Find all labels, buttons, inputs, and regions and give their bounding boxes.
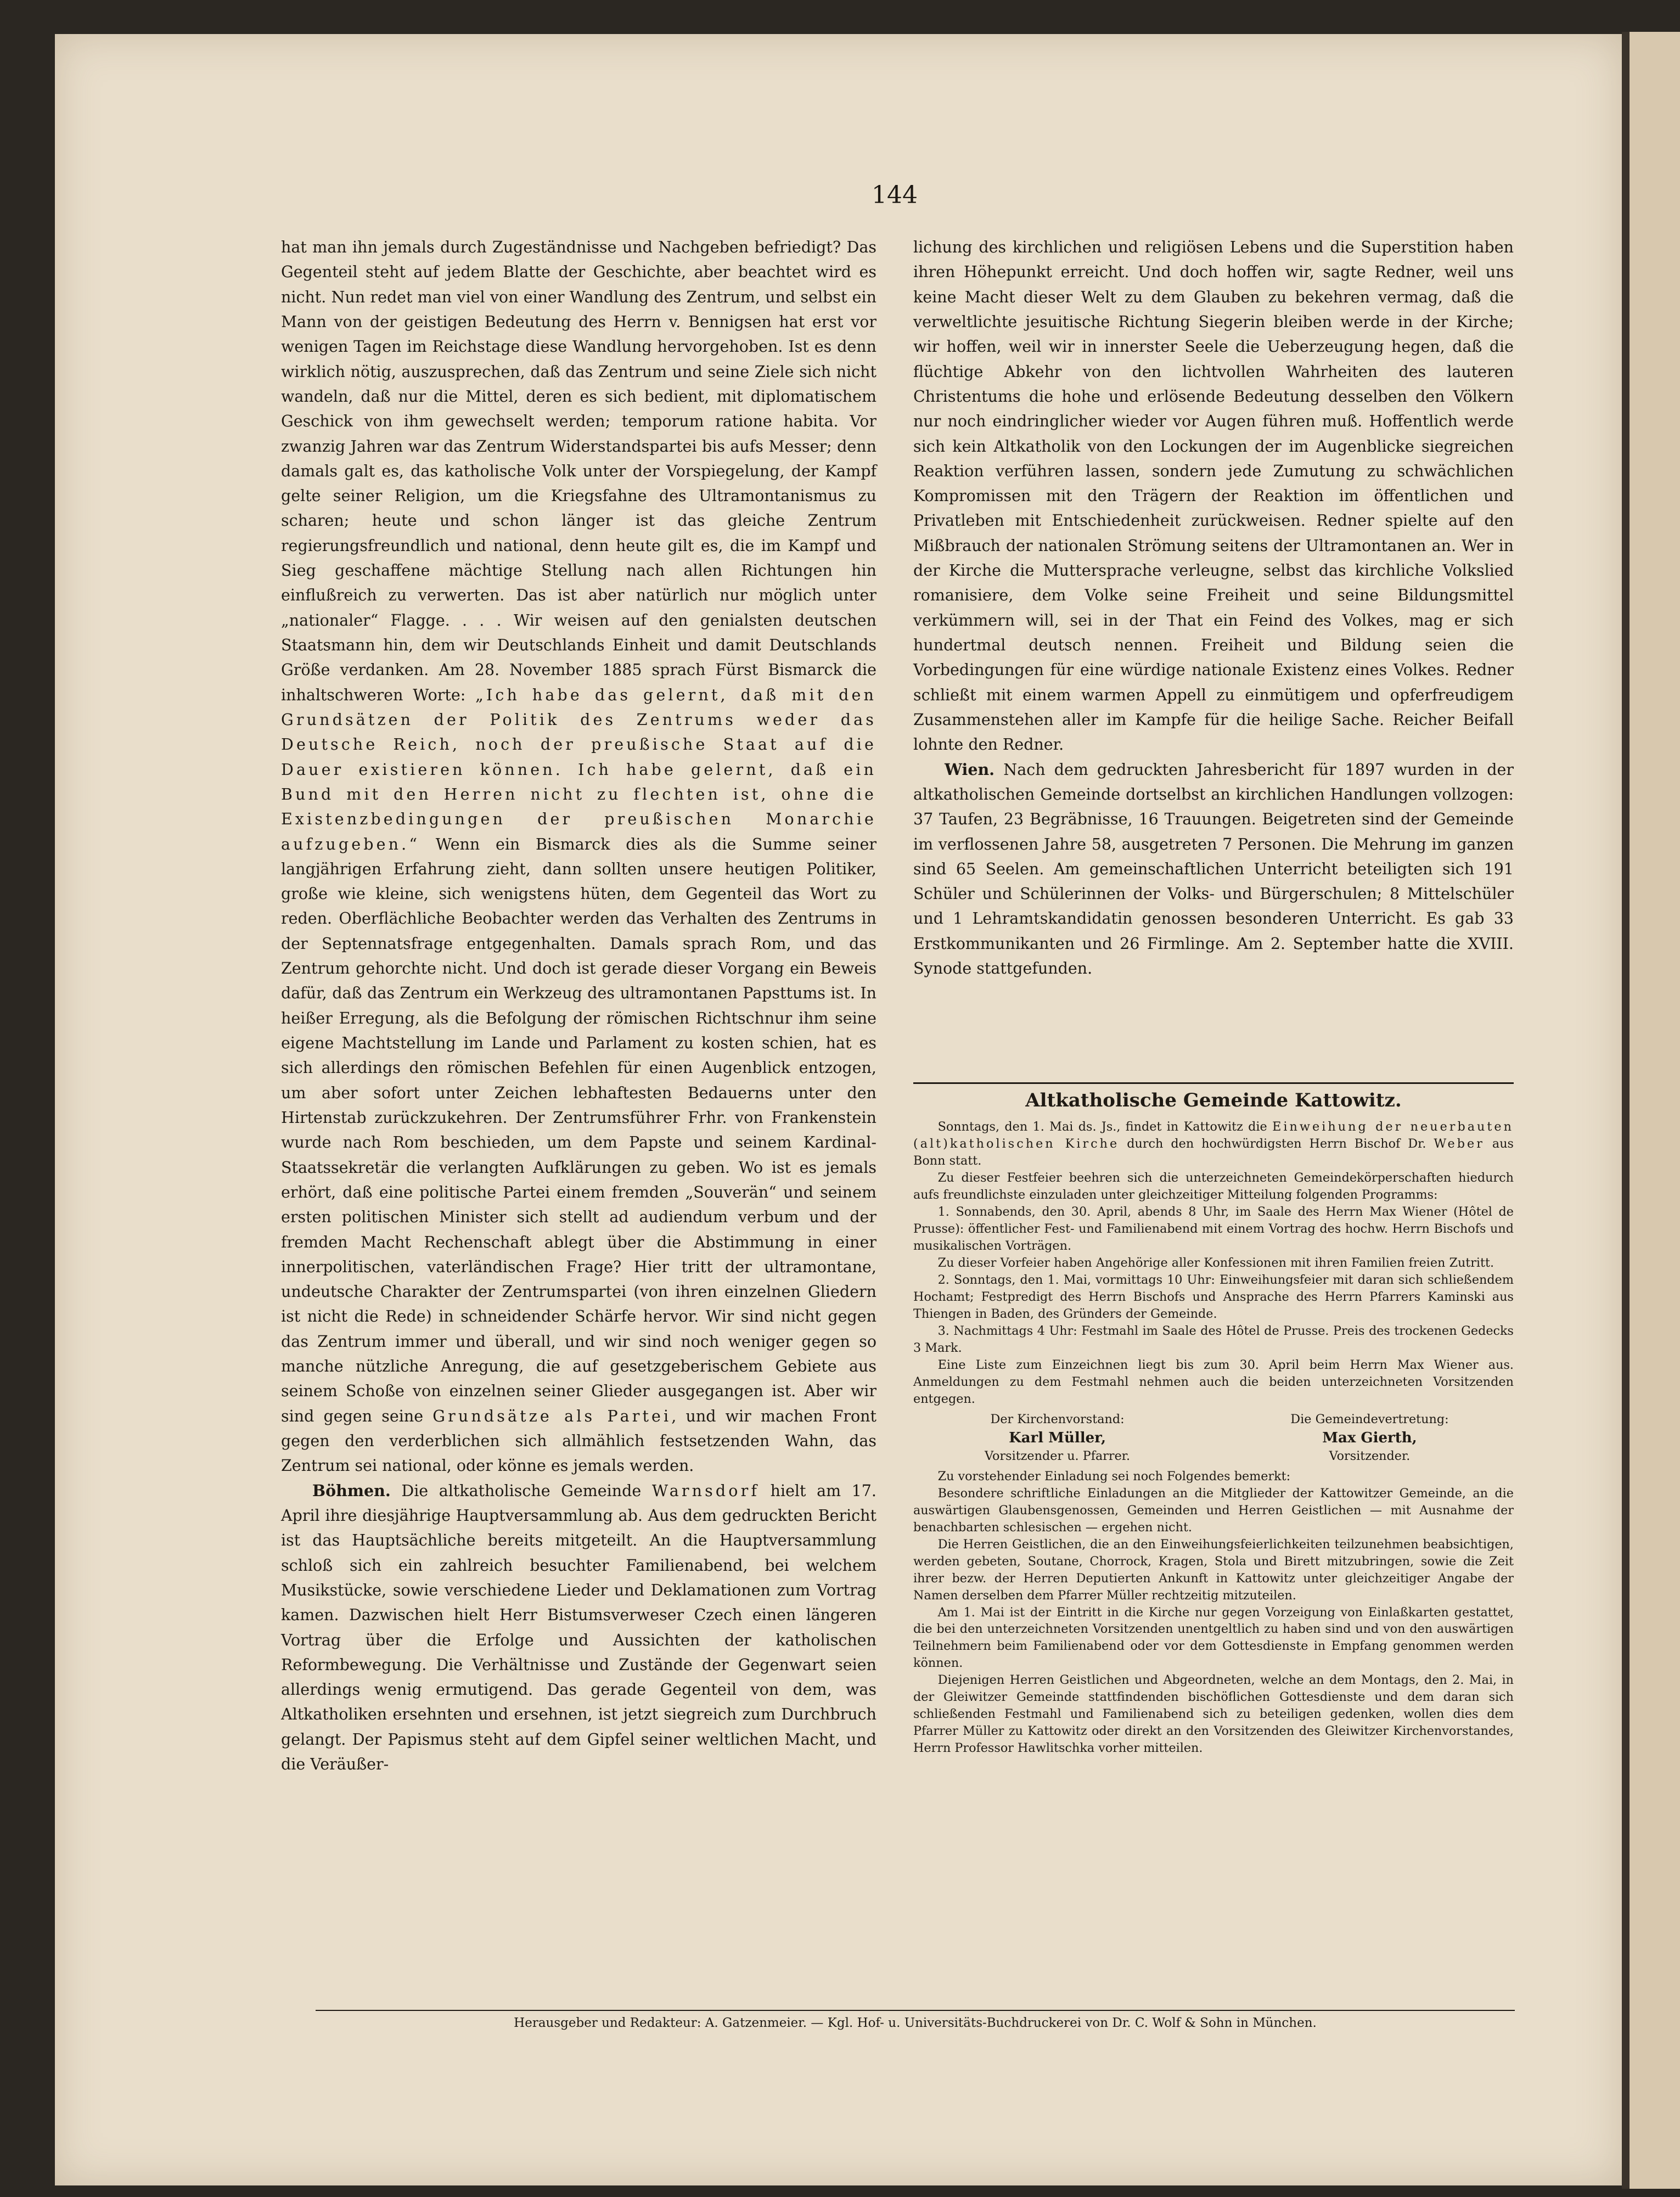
imprint-footer: Herausgeber und Redakteur: A. Gatzenmeier. — Kgl. Hof- u. Universitäts-Buchdruckerei von Dr. C. Wolf & Sohn in München. bbox=[514, 2016, 1317, 2030]
sig-right-label: Die Gemeindevertretung: bbox=[1290, 1412, 1449, 1426]
text-zentrum-essay: hat man ihn jemals durch Zugeständnisse und Nachgeben befriedigt? Das Gegenteil steht auf jedem Blatte der Geschichte, aber beachtet wird es nicht. Nun redet man viel von einer Wandlung des Zentrum, und selbst ein Mann von der geistigen Bedeutung des Herrn v. Bennigsen hat erst vor wenigen Tagen im Reichstage diese Wandlung hervorgehoben. Ist es denn wirklich nötig, auszusprechen, daß das Zentrum und seine Ziele sich nicht wandeln, daß nur die Mittel, deren es sich bedient, mit diplomatischem Geschick von ihm gewechselt werden; temporum ratione habita. Vor zwanzig Jahren war das Zentrum Widerstandspartei bis aufs Messer; denn damals galt es, das katholische Volk unter der Vorspiegelung, der Kampf gelte seiner Religion, um die Kriegsfahne des Ultramontanismus zu scharen; heute und schon länger ist das gleiche Zentrum regierungsfreundlich und national, denn heute gilt es, die im Kampf und Sieg geschaffene mächtige Stellung nach allen Richtungen hin einflußreich zu verwerten. Das ist aber natürlich nur möglich unter „nationaler“ Flagge. . . . Wir weisen auf den genialsten deutschen Staatsmann hin, dem wir Deutschlands Einheit und damit Deutschlands Größe verdanken. Am 28. November 1885 sprach Fürst Bismarck die inhaltschweren Worte: bbox=[281, 238, 876, 704]
section-divider bbox=[913, 1082, 1514, 1084]
program-item-3: 3. Nachmittags 4 Uhr: Festmahl im Saale des Hôtel de Prusse. Preis des trockenen Gedecks 3 Mark. bbox=[913, 1323, 1514, 1355]
announcement-invite: Zu dieser Festfeier beehren sich die unterzeichneten Gemeindekörperschaften hiedurch aufs freundlichste einzuladen unter gleichzeitiger Mitteilung folgenden Programms: bbox=[913, 1170, 1514, 1202]
notes-intro: Zu vorstehender Einladung sei noch Folgendes bemerkt: bbox=[937, 1469, 1291, 1484]
next-page-edge bbox=[1629, 32, 1680, 2189]
text-zentrum-essay-end: , und wir machen Front gegen den verderblichen sich allmählich festsetzenden Wahn, das Zentrum sei national, oder könne es jemals werden. bbox=[281, 1407, 876, 1475]
boehmen-text-a: Die altkatholische Gemeinde bbox=[401, 1481, 642, 1500]
program-item-2: 2. Sonntags, den 1. Mai, vormittags 10 Uhr: Einweihungsfeier mit daran sich schließendem Hochamt; Festpredigt des Herrn Bischofs und Ansprache des Herrn Pfarrers Kaminski aus Thiengen in Baden, des Gründers der Gemeinde. bbox=[913, 1272, 1514, 1321]
left-column bbox=[281, 235, 876, 1777]
note-4: Diejenigen Herren Geistlichen und Abgeordneten, welche an dem Montags, den 2. Mai, in der Gleiwitzer Gemeinde stattfindenden bischöflichen Gottesdienste und dem daran sich schließenden Festmahl und Familienabend sich zu beteiligen gedenken, wollen dies dem Pfarrer Müller zu Kattowitz oder direkt an den Vorsitzenden des Gleiwitzer Kirchenvorstandes, Herrn Professor Hawlitschka vorher mitteilen. bbox=[913, 1673, 1514, 1756]
bismarck-quote: „Ich habe das gelernt, daß mit den Grundsätzen der Politik des Zentrums weder das Deutsche Reich, noch der preußische Staat auf die Dauer existieren können. Ich habe gelernt, daß ein Bund mit den Herren nicht zu flechten ist, ohne die Existenzbedingungen der preußischen Monarchie aufzugeben.“ bbox=[281, 685, 876, 853]
intro-text-a: Sonntags, den 1. Mai ds. Js., findet in Kattowitz die bbox=[937, 1119, 1267, 1134]
footer-divider bbox=[316, 2010, 1515, 2011]
left-paragraph bbox=[281, 235, 876, 1479]
program-item-1b: Zu dieser Vorfeier haben Angehörige aller Konfessionen mit ihren Familien freien Zutritt. bbox=[937, 1255, 1494, 1270]
sig-left-role: Vorsitzender u. Pfarrer. bbox=[985, 1448, 1131, 1463]
signatures bbox=[913, 1411, 1514, 1465]
wien-heading: Wien. bbox=[945, 760, 995, 779]
page-fold-shadow bbox=[1622, 32, 1630, 2189]
boehmen-paragraph bbox=[281, 1479, 876, 1777]
intro-text-b: Einweihung der neuerbauten (alt)katholischen Kirche bbox=[913, 1119, 1514, 1151]
note-2: Die Herren Geistlichen, die an den Einweihungsfeierlichkeiten teilzunehmen beabsichtigen, werden gebeten, Soutane, Chorrock, Kragen, Stola und Birett mitzubringen, sowie die Zeit ihrer bezw. der Herren Deputierten Ankunft in Kattowitz unter gleichzeitiger Angabe der Namen derselben dem Pfarrer Müller rechtzeitig mitzuteilen. bbox=[913, 1537, 1514, 1603]
note-1: Besondere schriftliche Einladungen an die Mitglieder der Kattowitzer Gemeinde, an die auswärtigen Glaubensgenossen, Gemeinden und Herren Geistlichen — mit Ausnahme der benachbarten schlesischen — ergehen nicht. bbox=[913, 1486, 1514, 1535]
program-item-1: 1. Sonnabends, den 30. April, abends 8 Uhr, im Saale des Herrn Max Wiener (Hôtel de Prusse): öffentlicher Fest- und Familienabend mit einem Vortrag des hochw. Herrn Bischofs und musikalischen Vorträgen. bbox=[913, 1204, 1514, 1253]
intro-text-d: aus Bonn statt. bbox=[913, 1136, 1514, 1168]
boehmen-text-b: hielt am 17. April ihre diesjährige Hauptversammlung ab. Aus dem gedruckten Bericht ist das Hauptsächliche bereits mitgeteilt. An die Hauptversammlung schloß sich ein zahlreich besuchter Familienabend, bei welchem Musikstücke, sowie verschiedene Lieder und Deklamationen zum Vortrag kamen. Dazwischen hielt Herr Bistumsverweser Czech einen längeren Vortrag über die Erfolge und Aussichten der katholischen Reformbewegung. Die Verhältnisse und Zustände der Gegenwart seien allerdings wenig ermutigend. Das gerade Gegenteil von dem, was Altkatholiken ersehnten und ersehnen, ist jetzt siegreich zum Durchbruch gelangt. Der Papismus steht auf dem Gipfel seiner weltlichen Macht, und die Veräußer- bbox=[281, 1481, 876, 1774]
intro-text-c: durch den hochwürdigsten Herrn Bischof Dr. bbox=[1127, 1136, 1426, 1151]
right-paragraph: lichung des kirchlichen und religiösen Lebens und die Superstition haben ihren Höhepunkt erreicht. Und doch hoffen wir, sagte Redner, weil uns keine Macht dieser Welt zu dem Glauben zu bekehren vermag, daß die verweltlichte jesuitische Richtung Siegerin bleiben werde in der Kirche; wir hoffen, weil wir in innerster Seele die Ueberzeugung hegen, daß die flüchtige Abkehr von den lichtvollen Wahrheiten des lauteren Christentums die hohe und erlösende Bedeutung desselben den Völkern nur noch eindringlicher wieder vor Augen führen muß. Hoffentlich werde sich kein Altkatholik von den Lockungen der im Augenblicke siegreichen Reaktion verführen lassen, sondern jede Zumutung zu schwächlichen Kompromissen mit den Trägern der Reaktion im öffentlichen und Privatleben mit Entschiedenheit zurückweisen. Redner spielte auf den Mißbrauch der nationalen Strömung seitens der Ultramontanen an. Wer in der Kirche die Muttersprache verleugne, selbst das kirchliche Volkslied romanisiere, dem Volke seine Freiheit und seine Bildungsmittel verkümmern will, sei in der That ein Feind des Volkes, mag er sich hundertmal deutsch nennen. Freiheit und Bildung seien die Vorbedingungen für eine würdige nationale Existenz eines Volkes. Redner schließt mit einem warmen Appell zu einmütigem und opferfreudigem Zusammenstehen aller im Kampfe für die heilige Sache. Reicher Beifall lohnte den Redner. bbox=[913, 238, 1514, 754]
intro-weber: Weber bbox=[1434, 1136, 1485, 1151]
warnsdorf-name: Warnsdorf bbox=[651, 1481, 760, 1500]
page-number: 144 bbox=[872, 181, 918, 209]
kattowitz-announcement bbox=[913, 1089, 1514, 1757]
text-zentrum-essay-cont: Wenn ein Bismarck dies als die Summe seiner langjährigen Erfahrung zieht, dann sollten unsere heutigen Politiker, große wie kleine, sich wenigstens hüten, dem Gegenteil das Wort zu reden. Oberflächliche Beobachter werden das Verhalten des Zentrums in der Septennatsfrage entgegenhalten. Damals sprach Rom, und das Zentrum gehorchte nicht. Und doch ist gerade dieser Vorgang ein Beweis dafür, daß das Zentrum ein Werkzeug des ultramontanen Papsttums ist. In heißer Erregung, als die Befolgung der römischen Richtschnur ihm seine eigene Machtstellung im Lande und Parlament zu kosten schien, hat es sich allerdings den römischen Befehlen für einen Augenblick entzogen, um aber sofort unter Zeichen lebhaftesten Bedauerns unter den Hirtenstab zurückzukehren. Der Zentrumsführer Frhr. von Frankenstein wurde nach Rom beschieden, um dem Papste und seinem Kardinal-Staatssekretär die verlangten Aufklärungen zu geben. Wo ist es jemals erhört, daß eine politische Partei einem fremden „Souverän“ und seinem ersten politischen Minister sich stellt ad audiendum verbum und der fremden Macht Rechenschaft ablegt über die Abstimmung in einer innerpolitischen, vaterländischen Frage? Hier tritt der ultramontane, undeutsche Charakter der Zentrumspartei (von ihren einzelnen Gliedern ist nicht die Rede) in schneidender Schärfe hervor. Wir sind nicht gegen das Zentrum immer und überall, und wir sind noch weniger gegen so manche nützliche Anregung, die auf gesetzgeberischem Gebiete aus seinem Schoße von einzelnen seiner Glieder ausgegangen ist. Aber wir sind gegen seine bbox=[281, 835, 876, 1425]
sig-left-label: Der Kirchenvorstand: bbox=[990, 1412, 1125, 1426]
right-column bbox=[913, 235, 1514, 981]
note-3: Am 1. Mai ist der Eintritt in die Kirche nur gegen Vorzeigung von Einlaßkarten gestattet, die bei den unterzeichneten Vorsitzenden unentgeltlich zu haben sind und von den auswärtigen Teilnehmern beim Familienabend oder vor dem Gottesdienste in Empfang genommen werden können. bbox=[913, 1605, 1514, 1671]
wien-text: Nach dem gedruckten Jahresbericht für 1897 wurden in der altkatholischen Gemeinde dortselbst an kirchlichen Handlungen vollzogen: 37 Taufen, 23 Begräbnisse, 16 Trauungen. Beigetreten sind der Gemeinde im verflossenen Jahre 58, ausgetreten 7 Personen. Die Mehrung im ganzen sind 65 Seelen. Am gemeinschaftlichen Unterricht beteiligten sich 191 Schüler und Schülerinnen der Volks- und Bürgerschulen; 8 Mittelschüler und 1 Lehramtskandidatin genossen besonderen Unterricht. Es gab 33 Erstkommunikanten und 26 Firmlinge. Am 2. September hatte die XVIII. Synode stattgefunden. bbox=[913, 760, 1514, 978]
sig-right-role: Vorsitzender. bbox=[1329, 1448, 1411, 1463]
announcement-list: Eine Liste zum Einzeichnen liegt bis zum 30. April beim Herrn Max Wiener aus. Anmeldungen zu dem Festmahl nehmen auch die beiden unterzeichneten Vorsitzenden entgegen. bbox=[913, 1357, 1514, 1406]
announcement-intro bbox=[913, 1119, 1514, 1170]
boehmen-heading: Böhmen. bbox=[312, 1481, 391, 1500]
sig-right-name: Max Gierth, bbox=[1322, 1429, 1417, 1446]
sig-left-name: Karl Müller, bbox=[1009, 1429, 1106, 1446]
text-grundsaetze: Grundsätze als Partei bbox=[432, 1407, 672, 1425]
wien-paragraph bbox=[913, 757, 1514, 981]
signature-left bbox=[913, 1411, 1201, 1465]
announcement-title: Altkatholische Gemeinde Kattowitz. bbox=[1025, 1089, 1402, 1111]
signature-right bbox=[1226, 1411, 1514, 1465]
